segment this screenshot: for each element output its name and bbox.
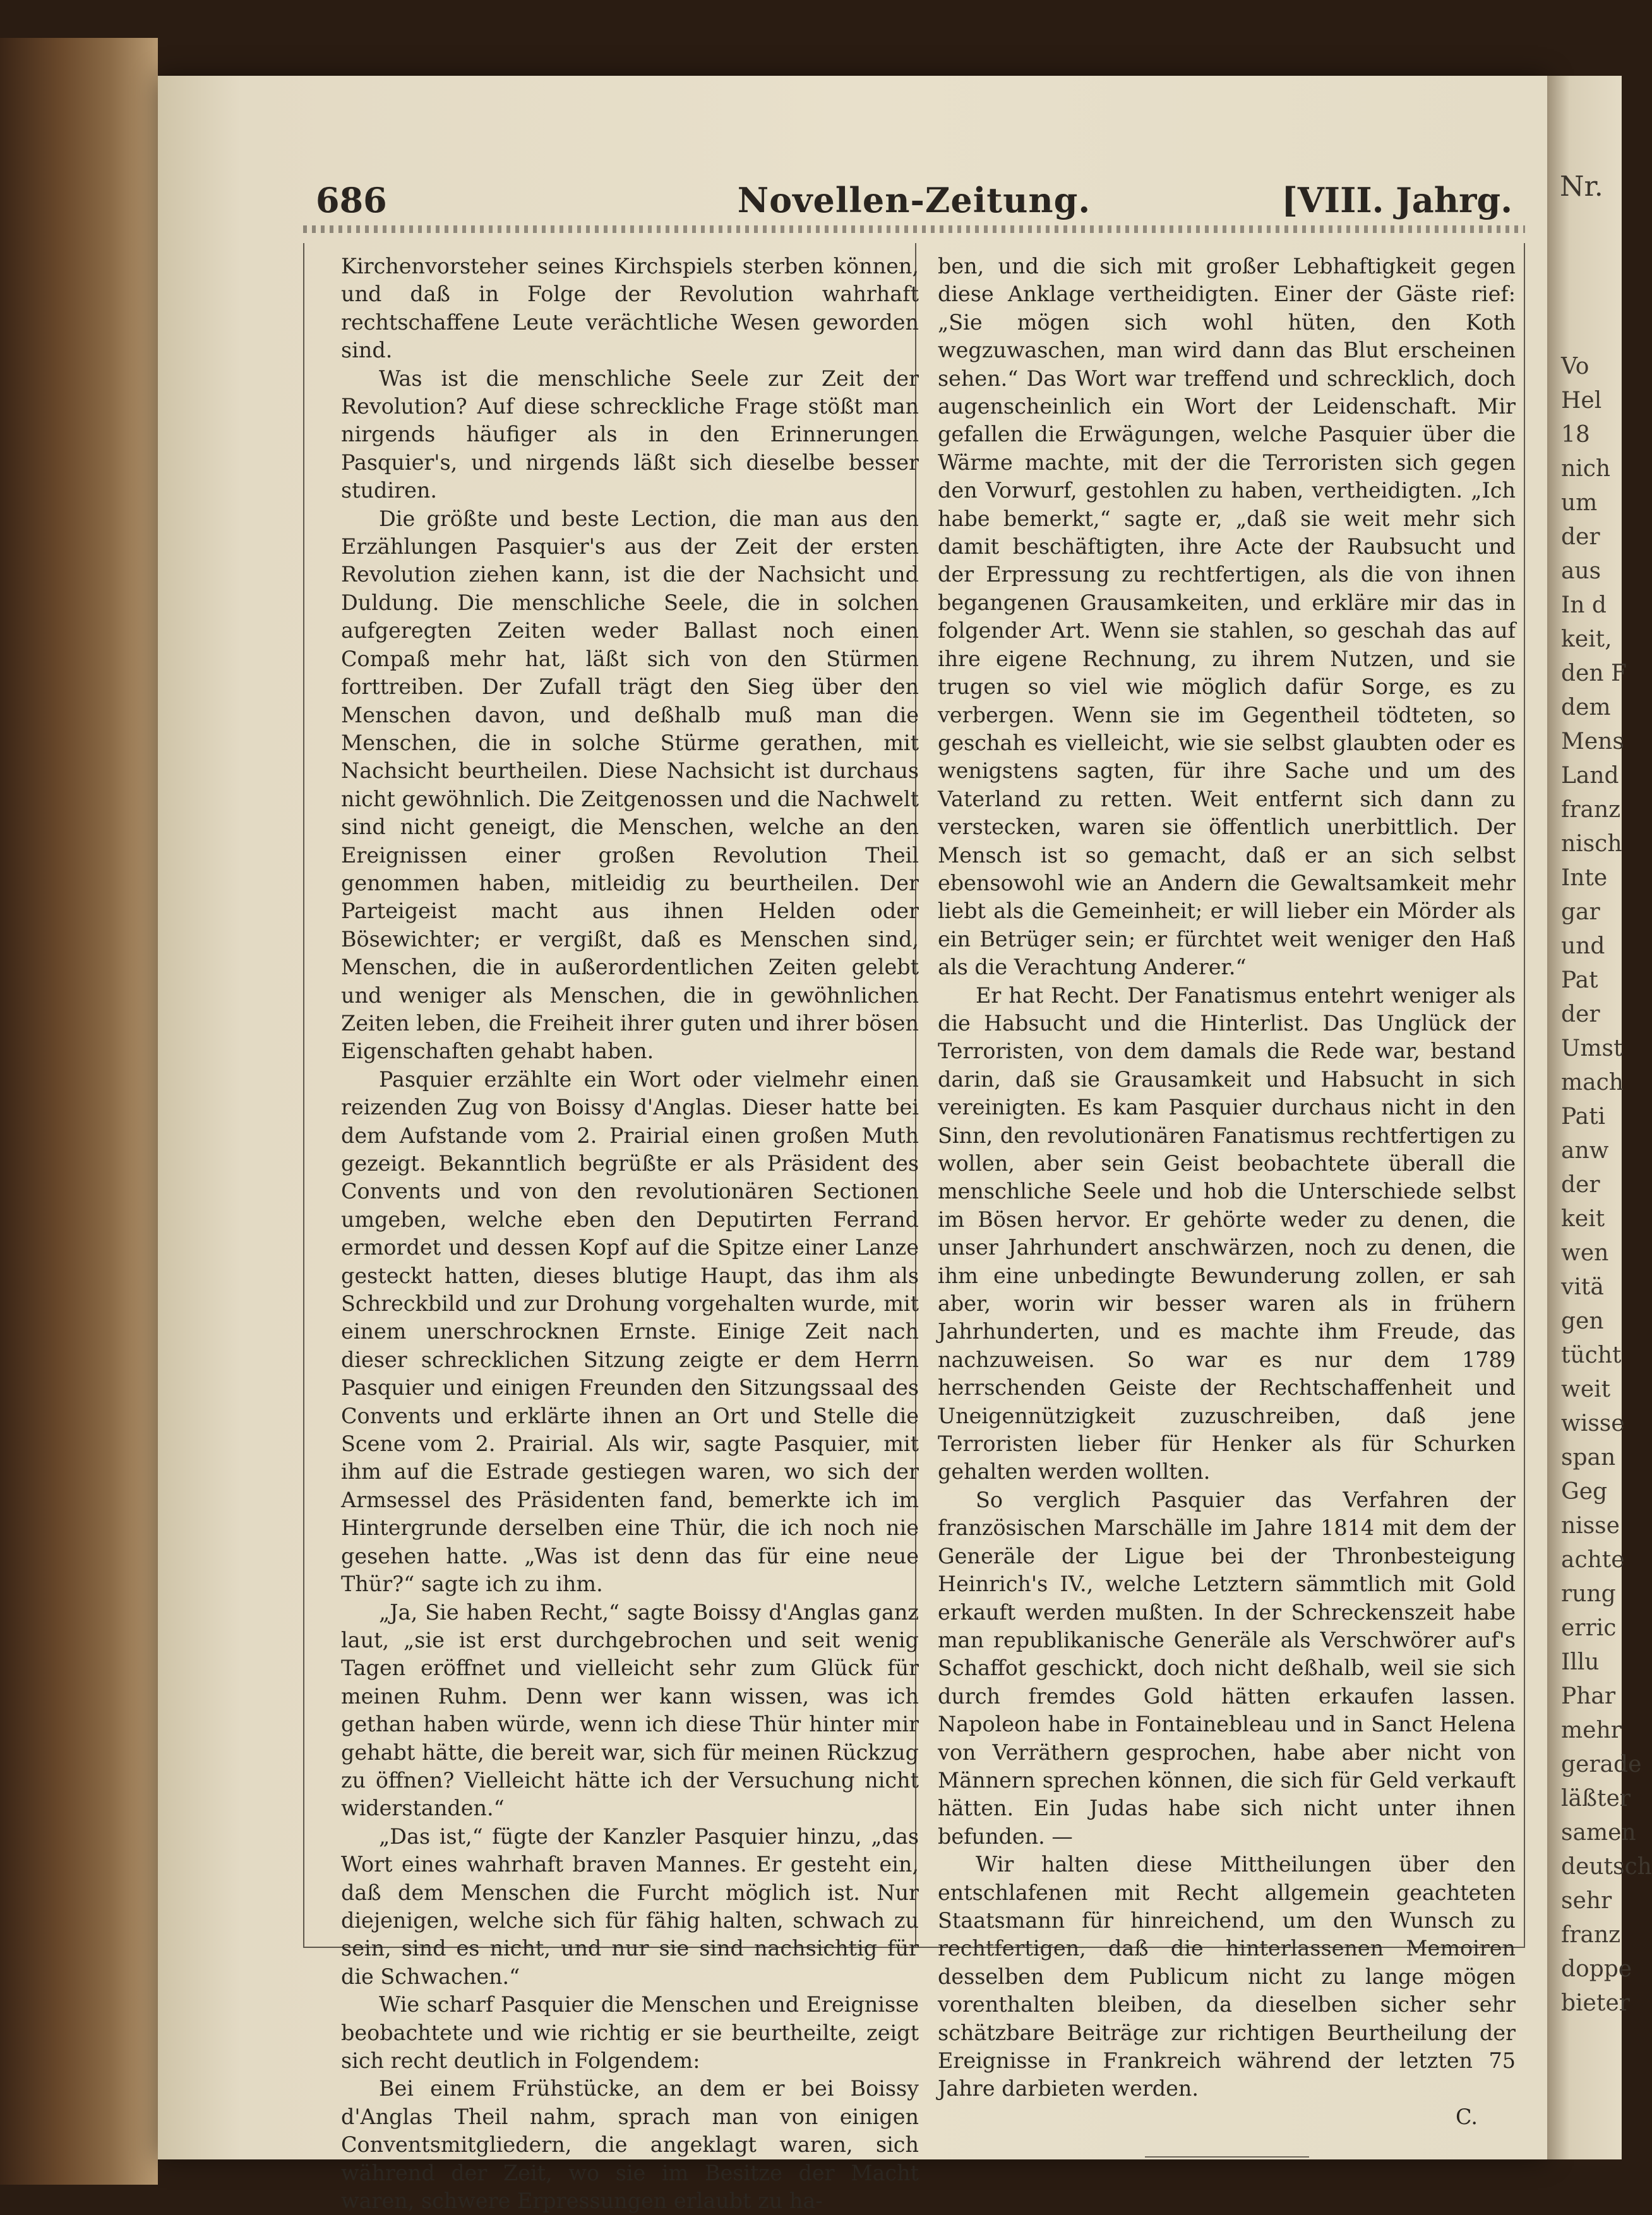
adjacent-page-word-fragment: wen — [1561, 1240, 1609, 1266]
left-column — [341, 253, 919, 2214]
adjacent-page-word-fragment: dem — [1561, 695, 1611, 720]
page-number: 686 — [316, 180, 387, 220]
paragraph: Er hat Recht. Der Fanatismus entehrt weniger als die Habsucht und die Hinterlist. Das Unglück der Terroristen, von dem damals die Rede war, bestand darin, daß sie Grausamkeit und Habsucht in sich vereinigten. Es kam Pasquier durchaus nicht in den Sinn, den revolutionären Fanatismus rechtfertigen zu wollen, aber sein Geist beobachtete überall die menschliche Seele und hob die Unterschiede selbst im Bösen hervor. Er gehörte weder zu denen, die unser Jahrhundert anschwärzen, noch zu denen, die ihm eine unbedingte Bewunderung zollen, er sah aber, worin wir besser waren als in frühern Jahrhunderten, und es machte ihm Freude, das nachzuweisen. So war es nur dem 1789 herrschenden Geiste der Rechtschaffenheit und Uneigennützigkeit zuzuschreiben, daß jene Terroristen lieber für Henker als für Schurken gehalten werden wollten. — [938, 982, 1516, 1484]
adjacent-page-word-fragment: tücht — [1561, 1342, 1622, 1368]
paragraph: ben, und die sich mit großer Lebhaftigkeit gegen diese Anklage vertheidigten. Einer der Gäste rief: „Sie mögen sich wohl hüten, den Koth wegzuwaschen, man wird dann das Blut erscheinen sehen.“ Das Wort war treffend und schrecklich, doch augenscheinlich ein Wort der Leidenschaft. Mir gefallen die Erwägungen, welche Pasquier über die Wärme machte, mit der die Terroristen sich gegen den Vorwurf, gestohlen zu haben, vertheidigten. „Ich habe bemerkt,“ sagte er, „daß sie weit mehr sich damit beschäftigten, ihre Acte der Raubsucht und der Erpressung zu rechtfertigen, als die von ihnen begangenen Grausamkeiten, und erkläre mir das in folgender Art. Wenn sie stahlen, so geschah das auf ihre eigene Rechnung, zu ihrem Nutzen, und sie trugen so viel wie möglich dafür Sorge, es zu verbergen. Wenn sie im Gegentheil tödteten, so geschah es vielleicht, wie sie selbst glaubten oder es wenigstens sagten, für ihre Sache und um des Vaterland zu retten. Weit entfernt sich dann zu verstecken, waren sie öffentlich unerbittlich. Der Mensch ist so gemacht, daß er an sich selbst ebensowohl wie an Andern die Gewaltsamkeit mehr liebt als die Gemeinheit; er will lieber ein Mörder als ein Betrüger sein; er fürchtet weit weniger den Haß als die Verachtung Anderer.“ — [938, 254, 1516, 980]
adjacent-page-word-fragment: nisse — [1561, 1513, 1620, 1539]
paragraph: So verglich Pasquier das Verfahren der französischen Marschälle im Jahre 1814 mit dem der Generäle der Ligue bei der Thronbesteigung Heinrich's IV., welche Letztern sämmtlich mit Gold erkauft werden mußten. In der Schreckenszeit habe man republikanische Generäle als Verschwörer auf's Schaffot geschickt, doch nicht deßhalb, weil sie sich durch fremdes Gold hätten erkaufen lassen. Napoleon habe in Fontainebleau und in Sanct Helena von Verräthern gesprochen, habe aber nicht von Männern sprechen können, die sich für Geld verkauft hätten. Ein Judas habe sich nicht unter ihnen befunden. — — [938, 1487, 1516, 1849]
right-column — [938, 253, 1516, 2129]
paragraph: „Ja, Sie haben Recht,“ sagte Boissy d'Anglas ganz laut, „sie ist erst durchgebrochen und seit wenig Tagen eröffnet und vielleicht sehr zum Glück für meinen Ruhm. Denn wer kann wissen, was ich gethan haben würde, wenn ich diese Thür hinter mir gehabt hätte, die bereit war, sich für meinen Rückzug zu öffnen? Vielleicht hätte ich der Versuchung nicht widerstanden.“ — [341, 1599, 919, 1821]
adjacent-page-word-fragment: vitä — [1561, 1274, 1604, 1300]
page-content — [303, 174, 1525, 2214]
adjacent-page-word-fragment: Umst — [1561, 1036, 1623, 1061]
adjacent-page-word-fragment: gerade — [1561, 1752, 1642, 1777]
adjacent-page-word-fragment: Land — [1561, 763, 1619, 789]
author-signature: C. — [1456, 2104, 1478, 2129]
adjacent-page-word-fragment: nisch — [1561, 831, 1622, 857]
adjacent-page-word-fragment: um — [1561, 490, 1598, 516]
adjacent-page-word-fragment: Inte — [1561, 865, 1608, 891]
adjacent-page-word-fragment: Vo — [1561, 354, 1589, 379]
adjacent-page-word-fragment: mach — [1561, 1070, 1624, 1096]
adjacent-page-word-fragment: span — [1561, 1445, 1616, 1471]
adjacent-page-word-fragment: mehr — [1561, 1717, 1622, 1743]
adjacent-page-word-fragment: doppe — [1561, 1956, 1632, 1982]
adjacent-page-word-fragment: der — [1561, 524, 1600, 550]
adjacent-page-word-fragment: Illu — [1561, 1649, 1600, 1675]
adjacent-page-word-fragment: den F — [1561, 660, 1627, 686]
adjacent-page-word-fragment: 18 — [1561, 422, 1590, 448]
adjacent-page-header: Nr. — [1560, 170, 1603, 203]
header-rule — [303, 225, 1525, 233]
paragraph: Wir halten diese Mittheilungen über den entschlafenen mit Recht allgemein geachteten Staatsmann für hinreichend, um den Wunsch zu rechtfertigen, daß die hinterlassenen Memoiren desselben dem Publicum nicht zu lange mögen vorenthalten bleiben, da dieselben sicher sehr schätzbare Beiträge zur richtigen Beurtheilung der Ereignisse in Frankreich während der letzten 75 Jahre darbieten werden. — [938, 1852, 1516, 2101]
adjacent-page-word-fragment: deutsch — [1561, 1854, 1652, 1880]
paragraph: „Das ist,“ fügte der Kanzler Pasquier hinzu, „das Wort eines wahrhaft braven Mannes. Er gesteht ein, daß dem Menschen die Furcht möglich ist. Nur diejenigen, welche sich für fähig halten, schwach zu sein, sind es nicht, und nur sie sind nachsichtig für die Schwachen.“ — [341, 1824, 919, 1989]
adjacent-page-word-fragment: nich — [1561, 456, 1611, 482]
adjacent-page-word-fragment: Geg — [1561, 1479, 1608, 1505]
adjacent-page-word-fragment: der — [1561, 1001, 1600, 1027]
running-header — [303, 174, 1525, 224]
volume-label: [VIII. Jahrg. — [1281, 180, 1512, 220]
adjacent-page-word-fragment: In d — [1561, 592, 1607, 618]
adjacent-page-word-fragment: wisse — [1561, 1411, 1625, 1436]
adjacent-page-word-fragment: keit, — [1561, 626, 1612, 652]
adjacent-page-word-fragment: weit — [1561, 1376, 1611, 1402]
adjacent-page-word-fragment: erric — [1561, 1615, 1617, 1641]
book-page-edges — [0, 38, 158, 2185]
adjacent-page-word-fragment: franz — [1561, 797, 1621, 823]
adjacent-page-word-fragment: rung — [1561, 1581, 1616, 1607]
adjacent-page-word-fragment: gen — [1561, 1308, 1604, 1334]
adjacent-page-word-fragment: Mens — [1561, 729, 1624, 755]
paragraph: Die größte und beste Lection, die man aus den Erzählungen Pasquier's aus der Zeit der ersten Revolution ziehen kann, ist die der Nachsicht und Duldung. Die menschliche Seele, die in solchen aufgeregten Zeiten weder Ballast noch einen Compaß mehr hat, läßt sich von den Stürmen forttreiben. Der Zufall trägt den Sieg über den Menschen davon, und deßhalb muß man die Menschen, die in solche Stürme gerathen, mit Nachsicht beurtheilen. Diese Nachsicht ist durchaus nicht gewöhnlich. Die Zeitgenossen und die Nachwelt sind nicht geneigt, die Menschen, welche an den Ereignissen einer großen Revolution Theil genommen haben, mitleidig zu beurtheilen. Der Parteigeist macht aus ihnen Helden oder Bösewichter; er vergißt, daß es Menschen sind, Menschen, die in außerordentlichen Zeiten gelebt und weniger als Menschen, die in gewöhnlichen Zeiten leben, die Freiheit ihrer guten und ihrer bösen Eigenschaften gehabt haben. — [341, 506, 919, 1064]
adjacent-page-word-fragment: keit — [1561, 1206, 1605, 1232]
article-end-rule — [1145, 2156, 1309, 2158]
adjacent-page-word-fragment: Pat — [1561, 967, 1598, 993]
adjacent-page-word-fragment: sehr — [1561, 1888, 1612, 1914]
adjacent-page-word-fragment: läßter — [1561, 1786, 1631, 1812]
adjacent-page-word-fragment: Hel — [1561, 388, 1602, 414]
adjacent-page-word-fragment: Phar — [1561, 1683, 1616, 1709]
adjacent-page-word-fragment: aus — [1561, 558, 1601, 584]
adjacent-page-word-fragment: der — [1561, 1172, 1600, 1198]
adjacent-page-fragment — [1547, 76, 1652, 2159]
journal-title: Novellen-Zeitung. — [737, 180, 1091, 220]
paragraph: Was ist die menschliche Seele zur Zeit der Revolution? Auf diese schreckliche Frage stößt man nirgends häufiger als in den Erinnerungen Pasquier's, und nirgends läßt sich dieselbe besser studiren. — [341, 366, 919, 503]
adjacent-page-word-fragment: franz — [1561, 1922, 1621, 1948]
adjacent-page-word-fragment: achte — [1561, 1547, 1625, 1573]
adjacent-page-word-fragment: anw — [1561, 1138, 1609, 1164]
adjacent-page-word-fragment: gar — [1561, 899, 1600, 925]
paragraph: Wie scharf Pasquier die Menschen und Ereignisse beobachtete und wie richtig er sie beurtheilte, zeigt sich recht deutlich in Folgendem: — [341, 1992, 919, 2073]
paragraph: Kirchenvorsteher seines Kirchspiels sterben können, und daß in Folge der Revolution wahrhaft rechtschaffene Leute verächtliche Wesen geworden sind. — [341, 254, 919, 363]
adjacent-page-word-fragment: und — [1561, 933, 1605, 959]
adjacent-page-word-fragment: Pati — [1561, 1104, 1606, 1130]
adjacent-page-word-fragment: bieter — [1561, 1990, 1630, 2016]
adjacent-page-word-fragment: samen — [1561, 1820, 1636, 1846]
paragraph: Bei einem Frühstücke, an dem er bei Boissy d'Anglas Theil nahm, sprach man von einigen Conventsmitgliedern, die angeklagt waren, sich während der Zeit, wo sie im Besitze der Macht waren, schwere Erpressungen erlaubt zu ha- — [341, 2076, 919, 2214]
paragraph: Pasquier erzählte ein Wort oder vielmehr einen reizenden Zug von Boissy d'Anglas. Dieser hatte bei dem Aufstande vom 2. Prairial einen großen Muth gezeigt. Bekanntlich begrüßte er als Präsident des Convents und von den revolutionären Sectionen umgeben, welche eben den Deputirten Ferrand ermordet und dessen Kopf auf die Spitze einer Lanze gesteckt hatten, dieses blutige Haupt, das ihm als Schreckbild und zur Drohung vorgehalten wurde, mit einem unerschrocknen Ernste. Einige Zeit nach dieser schrecklichen Sitzung zeigte er dem Herrn Pasquier und einigen Freunden den Sitzungssaal des Convents und erklärte ihnen an Ort und Stelle die Scene vom 2. Prairial. Als wir, sagte Pasquier, mit ihm auf die Estrade gestiegen waren, wo sich der Armsessel des Präsidenten fand, bemerkte ich im Hintergrunde derselben eine Thür, die ich noch nie gesehen hatte. „Was ist denn das für eine neue Thür?“ sagte ich zu ihm. — [341, 1066, 919, 1597]
